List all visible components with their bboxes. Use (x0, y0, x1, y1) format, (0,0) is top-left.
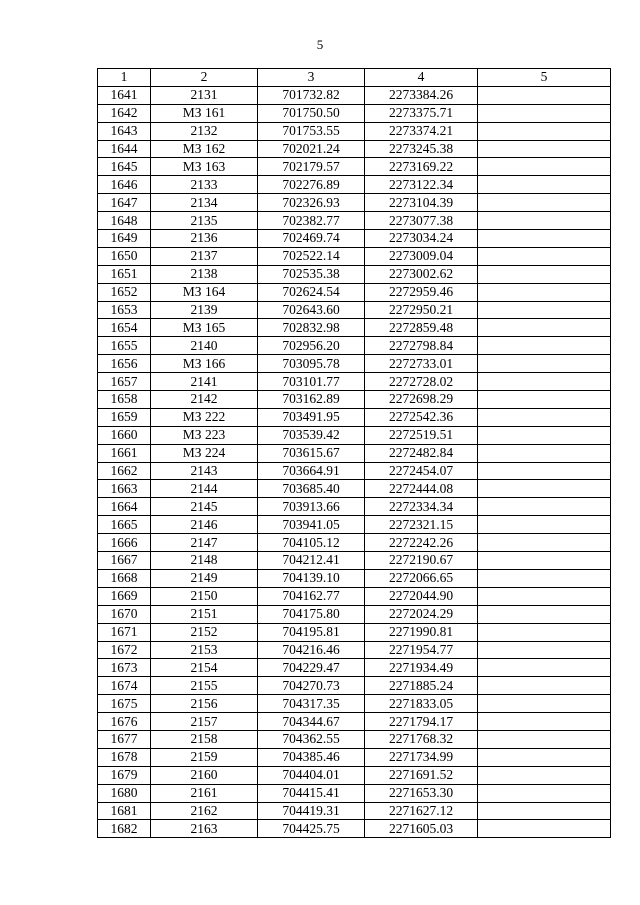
table-cell-col-5 (478, 319, 611, 337)
table-cell-col-4: 2273104.39 (365, 194, 478, 212)
table-cell-col-2: 2141 (151, 373, 258, 391)
table-cell-col-2: 2140 (151, 337, 258, 355)
table-cell-col-5 (478, 391, 611, 409)
table-cell-col-3: 704195.81 (258, 623, 365, 641)
table-cell-col-1: 1657 (98, 373, 151, 391)
table-cell-col-4: 2271990.81 (365, 623, 478, 641)
table-cell-col-5 (478, 552, 611, 570)
column-header-4: 4 (365, 69, 478, 87)
table-cell-col-1: 1661 (98, 444, 151, 462)
table-row (98, 623, 611, 641)
table-cell-col-1: 1655 (98, 337, 151, 355)
table-row (98, 766, 611, 784)
table-cell-col-3: 703941.05 (258, 516, 365, 534)
table-cell-col-2: МЗ 162 (151, 140, 258, 158)
table-cell-col-5 (478, 659, 611, 677)
table-cell-col-5 (478, 784, 611, 802)
table-cell-col-4: 2273034.24 (365, 230, 478, 248)
table-cell-col-4: 2273077.38 (365, 212, 478, 230)
table-cell-col-2: 2162 (151, 802, 258, 820)
table-cell-col-3: 702469.74 (258, 230, 365, 248)
table-cell-col-5 (478, 695, 611, 713)
table-cell-col-5 (478, 766, 611, 784)
table-row (98, 748, 611, 766)
table-cell-col-1: 1679 (98, 766, 151, 784)
table-cell-col-3: 704216.46 (258, 641, 365, 659)
table-cell-col-3: 702021.24 (258, 140, 365, 158)
table-cell-col-4: 2271934.49 (365, 659, 478, 677)
table-cell-col-1: 1647 (98, 194, 151, 212)
table-cell-col-2: 2134 (151, 194, 258, 212)
table-cell-col-4: 2272519.51 (365, 426, 478, 444)
table-cell-col-3: 703685.40 (258, 480, 365, 498)
table-cell-col-5 (478, 104, 611, 122)
table-cell-col-5 (478, 247, 611, 265)
table-cell-col-2: МЗ 222 (151, 408, 258, 426)
table-cell-col-4: 2272728.02 (365, 373, 478, 391)
table-cell-col-2: 2144 (151, 480, 258, 498)
table-cell-col-5 (478, 355, 611, 373)
table-cell-col-3: 704270.73 (258, 677, 365, 695)
table-cell-col-1: 1648 (98, 212, 151, 230)
table-row (98, 659, 611, 677)
table-row (98, 516, 611, 534)
table-cell-col-2: 2136 (151, 230, 258, 248)
table-cell-col-5 (478, 802, 611, 820)
table-cell-col-1: 1643 (98, 122, 151, 140)
table-cell-col-5 (478, 212, 611, 230)
table-cell-col-1: 1669 (98, 587, 151, 605)
table-cell-col-5 (478, 194, 611, 212)
table-cell-col-5 (478, 230, 611, 248)
table-cell-col-4: 2272959.46 (365, 283, 478, 301)
table-cell-col-5 (478, 444, 611, 462)
table-cell-col-5 (478, 140, 611, 158)
table-cell-col-5 (478, 498, 611, 516)
table-cell-col-4: 2271954.77 (365, 641, 478, 659)
table-cell-col-5 (478, 408, 611, 426)
table-cell-col-5 (478, 337, 611, 355)
table-cell-col-2: 2131 (151, 86, 258, 104)
table-row (98, 337, 611, 355)
table-cell-col-3: 702522.14 (258, 247, 365, 265)
table-cell-col-1: 1674 (98, 677, 151, 695)
table-cell-col-2: 2152 (151, 623, 258, 641)
table-cell-col-2: 2132 (151, 122, 258, 140)
table-cell-col-2: 2137 (151, 247, 258, 265)
table-cell-col-3: 702276.89 (258, 176, 365, 194)
table-cell-col-2: 2155 (151, 677, 258, 695)
table-cell-col-1: 1678 (98, 748, 151, 766)
table-cell-col-1: 1652 (98, 283, 151, 301)
table-cell-col-2: 2163 (151, 820, 258, 838)
table-cell-col-4: 2272044.90 (365, 587, 478, 605)
table-cell-col-5 (478, 373, 611, 391)
table-cell-col-4: 2272859.48 (365, 319, 478, 337)
table-cell-col-1: 1650 (98, 247, 151, 265)
table-row (98, 176, 611, 194)
table-cell-col-3: 704317.35 (258, 695, 365, 713)
coordinates-table (97, 68, 611, 838)
table-cell-col-4: 2272482.84 (365, 444, 478, 462)
table-row (98, 104, 611, 122)
table-row (98, 587, 611, 605)
table-cell-col-2: МЗ 161 (151, 104, 258, 122)
table-cell-col-4: 2273374.21 (365, 122, 478, 140)
table-cell-col-3: 704362.55 (258, 730, 365, 748)
table-cell-col-1: 1666 (98, 534, 151, 552)
table-cell-col-3: 704425.75 (258, 820, 365, 838)
table-row (98, 444, 611, 462)
table-cell-col-5 (478, 569, 611, 587)
table-cell-col-2: 2148 (151, 552, 258, 570)
table-cell-col-2: 2146 (151, 516, 258, 534)
table-cell-col-2: 2138 (151, 265, 258, 283)
table-cell-col-1: 1654 (98, 319, 151, 337)
table-cell-col-2: 2147 (151, 534, 258, 552)
table-cell-col-5 (478, 176, 611, 194)
table-cell-col-4: 2271885.24 (365, 677, 478, 695)
table-row (98, 802, 611, 820)
table-cell-col-3: 702832.98 (258, 319, 365, 337)
table-row (98, 283, 611, 301)
table-cell-col-5 (478, 426, 611, 444)
table-cell-col-4: 2273169.22 (365, 158, 478, 176)
table-cell-col-1: 1664 (98, 498, 151, 516)
table-cell-col-2: 2139 (151, 301, 258, 319)
table-cell-col-2: 2159 (151, 748, 258, 766)
table-cell-col-3: 701750.50 (258, 104, 365, 122)
table-header-row (98, 69, 611, 87)
table-cell-col-2: 2154 (151, 659, 258, 677)
table-row (98, 641, 611, 659)
table-cell-col-4: 2271734.99 (365, 748, 478, 766)
table-cell-col-1: 1665 (98, 516, 151, 534)
table-cell-col-3: 703101.77 (258, 373, 365, 391)
table-cell-col-1: 1672 (98, 641, 151, 659)
column-header-1: 1 (98, 69, 151, 87)
table-row (98, 730, 611, 748)
table-cell-col-5 (478, 301, 611, 319)
table-row (98, 158, 611, 176)
table-cell-col-3: 702326.93 (258, 194, 365, 212)
table-cell-col-5 (478, 516, 611, 534)
table-cell-col-3: 704105.12 (258, 534, 365, 552)
table-cell-col-3: 704385.46 (258, 748, 365, 766)
table-cell-col-2: 2135 (151, 212, 258, 230)
table-cell-col-2: 2151 (151, 605, 258, 623)
table-cell-col-4: 2271627.12 (365, 802, 478, 820)
table-cell-col-5 (478, 462, 611, 480)
table-cell-col-3: 703615.67 (258, 444, 365, 462)
column-header-5: 5 (478, 69, 611, 87)
table-row (98, 462, 611, 480)
table-cell-col-3: 702956.20 (258, 337, 365, 355)
table-cell-col-2: 2150 (151, 587, 258, 605)
table-cell-col-2: 2158 (151, 730, 258, 748)
table-cell-col-5 (478, 605, 611, 623)
table-cell-col-5 (478, 623, 611, 641)
table-cell-col-4: 2273384.26 (365, 86, 478, 104)
table-cell-col-5 (478, 641, 611, 659)
table-row (98, 498, 611, 516)
table-row (98, 212, 611, 230)
table-row (98, 569, 611, 587)
table-cell-col-3: 703664.91 (258, 462, 365, 480)
table-cell-col-2: МЗ 166 (151, 355, 258, 373)
table-cell-col-5 (478, 283, 611, 301)
table-row (98, 355, 611, 373)
table-cell-col-3: 704404.01 (258, 766, 365, 784)
table-cell-col-1: 1673 (98, 659, 151, 677)
table-cell-col-3: 703162.89 (258, 391, 365, 409)
table-cell-col-3: 704212.41 (258, 552, 365, 570)
table-cell-col-4: 2272444.08 (365, 480, 478, 498)
table-row (98, 784, 611, 802)
table-row (98, 194, 611, 212)
table-cell-col-5 (478, 158, 611, 176)
table-cell-col-1: 1682 (98, 820, 151, 838)
table-cell-col-5 (478, 534, 611, 552)
table-cell-col-3: 704229.47 (258, 659, 365, 677)
table-cell-col-4: 2272024.29 (365, 605, 478, 623)
table-cell-col-3: 702382.77 (258, 212, 365, 230)
table-cell-col-4: 2272190.67 (365, 552, 478, 570)
table-cell-col-3: 702179.57 (258, 158, 365, 176)
table-row (98, 820, 611, 838)
table-cell-col-2: 2153 (151, 641, 258, 659)
table-cell-col-4: 2272454.07 (365, 462, 478, 480)
table-cell-col-5 (478, 587, 611, 605)
table-cell-col-5 (478, 713, 611, 731)
table-cell-col-3: 703095.78 (258, 355, 365, 373)
table-cell-col-3: 702624.54 (258, 283, 365, 301)
table-cell-col-1: 1658 (98, 391, 151, 409)
table-row (98, 230, 611, 248)
table-cell-col-1: 1675 (98, 695, 151, 713)
table-row (98, 247, 611, 265)
table-cell-col-3: 704139.10 (258, 569, 365, 587)
table-cell-col-3: 704175.80 (258, 605, 365, 623)
table-cell-col-2: 2149 (151, 569, 258, 587)
table-row (98, 86, 611, 104)
table-cell-col-3: 703491.95 (258, 408, 365, 426)
table-cell-col-5 (478, 480, 611, 498)
table-cell-col-4: 2271653.30 (365, 784, 478, 802)
table-cell-col-4: 2272321.15 (365, 516, 478, 534)
table-cell-col-3: 704419.31 (258, 802, 365, 820)
table-cell-col-1: 1680 (98, 784, 151, 802)
table-cell-col-4: 2272542.36 (365, 408, 478, 426)
table-row (98, 301, 611, 319)
column-header-3: 3 (258, 69, 365, 87)
table-cell-col-3: 703913.66 (258, 498, 365, 516)
table-cell-col-3: 702643.60 (258, 301, 365, 319)
table-cell-col-4: 2272950.21 (365, 301, 478, 319)
table-cell-col-4: 2271605.03 (365, 820, 478, 838)
table-cell-col-1: 1649 (98, 230, 151, 248)
table-cell-col-1: 1676 (98, 713, 151, 731)
table-cell-col-2: 2143 (151, 462, 258, 480)
table-cell-col-2: МЗ 163 (151, 158, 258, 176)
table-cell-col-4: 2272798.84 (365, 337, 478, 355)
table-cell-col-2: 2157 (151, 713, 258, 731)
table-row (98, 552, 611, 570)
table-cell-col-4: 2273375.71 (365, 104, 478, 122)
table-cell-col-5 (478, 730, 611, 748)
table-cell-col-2: 2160 (151, 766, 258, 784)
table-body (98, 86, 611, 837)
table-row (98, 140, 611, 158)
table-cell-col-4: 2273002.62 (365, 265, 478, 283)
table-cell-col-5 (478, 265, 611, 283)
table-cell-col-5 (478, 820, 611, 838)
table-cell-col-2: МЗ 164 (151, 283, 258, 301)
table-cell-col-2: 2161 (151, 784, 258, 802)
table-cell-col-1: 1662 (98, 462, 151, 480)
table-row (98, 695, 611, 713)
table-cell-col-5 (478, 86, 611, 104)
table-cell-col-4: 2271691.52 (365, 766, 478, 784)
table-cell-col-1: 1667 (98, 552, 151, 570)
table-row (98, 265, 611, 283)
table-cell-col-4: 2273245.38 (365, 140, 478, 158)
table-row (98, 408, 611, 426)
table-cell-col-1: 1656 (98, 355, 151, 373)
table-row (98, 122, 611, 140)
table-cell-col-1: 1670 (98, 605, 151, 623)
table-cell-col-2: 2145 (151, 498, 258, 516)
table-cell-col-1: 1663 (98, 480, 151, 498)
table-cell-col-3: 703539.42 (258, 426, 365, 444)
table-row (98, 391, 611, 409)
table-row (98, 713, 611, 731)
table-cell-col-2: МЗ 165 (151, 319, 258, 337)
table-cell-col-1: 1671 (98, 623, 151, 641)
table-cell-col-4: 2273122.34 (365, 176, 478, 194)
table-cell-col-1: 1645 (98, 158, 151, 176)
table-cell-col-3: 704162.77 (258, 587, 365, 605)
table-row (98, 605, 611, 623)
table-cell-col-1: 1646 (98, 176, 151, 194)
table-cell-col-5 (478, 748, 611, 766)
table-row (98, 319, 611, 337)
table-row (98, 480, 611, 498)
table-cell-col-1: 1659 (98, 408, 151, 426)
table-cell-col-1: 1653 (98, 301, 151, 319)
column-header-2: 2 (151, 69, 258, 87)
table-cell-col-2: 2142 (151, 391, 258, 409)
table-cell-col-4: 2272334.34 (365, 498, 478, 516)
table-cell-col-1: 1651 (98, 265, 151, 283)
table-cell-col-4: 2272733.01 (365, 355, 478, 373)
table-cell-col-2: 2156 (151, 695, 258, 713)
table-row (98, 534, 611, 552)
table-cell-col-1: 1677 (98, 730, 151, 748)
table-cell-col-4: 2273009.04 (365, 247, 478, 265)
table-cell-col-4: 2272698.29 (365, 391, 478, 409)
table-cell-col-1: 1644 (98, 140, 151, 158)
table-cell-col-1: 1641 (98, 86, 151, 104)
table-row (98, 373, 611, 391)
table-cell-col-4: 2272066.65 (365, 569, 478, 587)
table-row (98, 426, 611, 444)
table-cell-col-1: 1668 (98, 569, 151, 587)
table-cell-col-4: 2271768.32 (365, 730, 478, 748)
table-cell-col-3: 702535.38 (258, 265, 365, 283)
table-cell-col-3: 701753.55 (258, 122, 365, 140)
table-cell-col-4: 2271794.17 (365, 713, 478, 731)
table-cell-col-3: 704415.41 (258, 784, 365, 802)
table-cell-col-3: 701732.82 (258, 86, 365, 104)
table-cell-col-1: 1681 (98, 802, 151, 820)
table-cell-col-2: МЗ 223 (151, 426, 258, 444)
table-cell-col-5 (478, 677, 611, 695)
table-row (98, 677, 611, 695)
table-cell-col-4: 2271833.05 (365, 695, 478, 713)
table-cell-col-1: 1642 (98, 104, 151, 122)
table-cell-col-1: 1660 (98, 426, 151, 444)
table-cell-col-2: 2133 (151, 176, 258, 194)
table-cell-col-2: МЗ 224 (151, 444, 258, 462)
table-cell-col-4: 2272242.26 (365, 534, 478, 552)
page-number: 5 (316, 37, 324, 52)
table-cell-col-3: 704344.67 (258, 713, 365, 731)
table-cell-col-5 (478, 122, 611, 140)
